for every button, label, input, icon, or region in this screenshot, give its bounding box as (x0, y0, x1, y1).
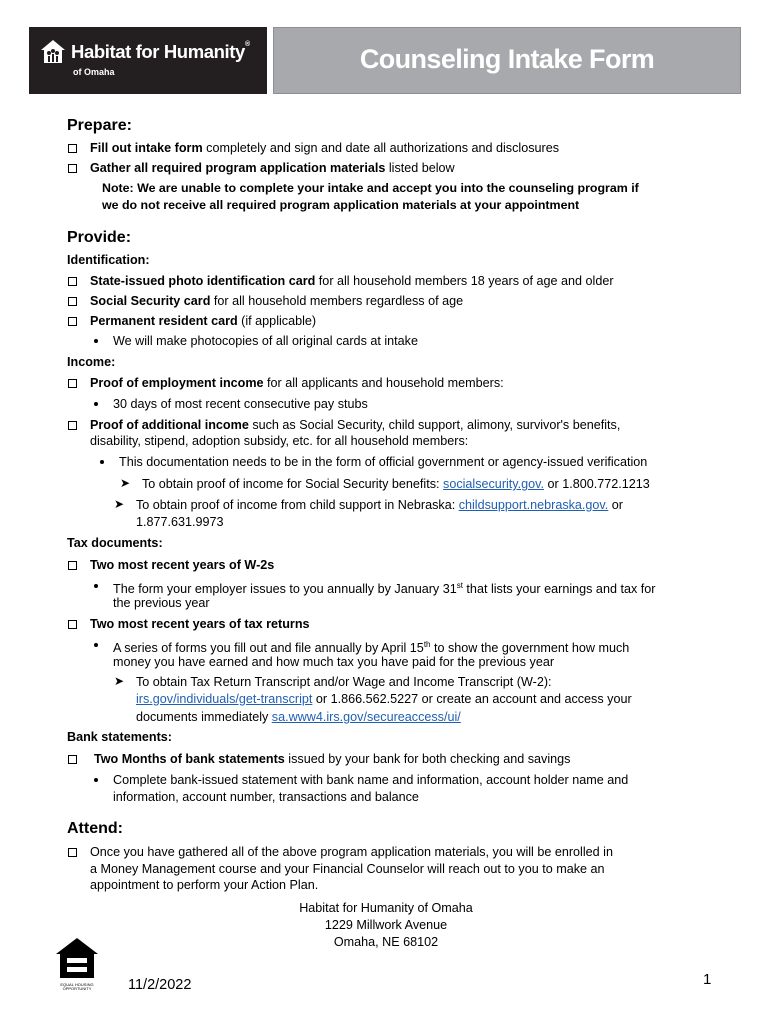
tax-item-2: Two most recent years of tax returns (90, 617, 310, 631)
checkbox-gather-materials[interactable] (68, 164, 77, 173)
income-bullet-2: This documentation needs to be in the form of official government or agency-issued verification (119, 455, 648, 469)
checkbox-ssn-card[interactable] (68, 297, 77, 306)
income-arrow-1: To obtain proof of income for Social Security benefits: socialsecurity.gov. or 1.800.772.1213 (142, 477, 650, 491)
logo (29, 27, 267, 94)
attend-line-2: a Money Management course and your Financial Counselor will reach out to you to make an (90, 862, 605, 876)
income-arrow-2-line-2: 1.877.631.9973 (136, 515, 224, 529)
bullet (94, 778, 98, 782)
checkbox-bank-statements[interactable] (68, 755, 77, 764)
irs-transcript-link[interactable]: irs.gov/individuals/get-transcript (136, 692, 313, 706)
tax-label: Tax documents: (67, 536, 163, 550)
income-arrow-2: To obtain proof of income from child support in Nebraska: childsupport.nebraska.gov. or (136, 498, 623, 512)
irs-secureaccess-link[interactable]: sa.www4.irs.gov/secureaccess/ui/ (271, 710, 461, 724)
page-title: Counseling Intake Form (359, 44, 655, 74)
bank-item-1: Two Months of bank statements issued by your bank for both checking and savings (94, 752, 571, 766)
income-item-2: Proof of additional income such as Social Security, child support, alimony, survivor's benefits, (90, 418, 621, 432)
arrow-icon: ➤ (114, 497, 125, 511)
footer-date: 11/2/2022 (128, 977, 192, 993)
checkbox-tax-returns[interactable] (68, 620, 77, 629)
title-banner (273, 27, 741, 94)
prepare-heading: Prepare: (67, 117, 132, 134)
attend-line-1: Once you have gathered all of the above program application materials, you will be enrolled in (90, 845, 613, 859)
prepare-item-1: Fill out intake form completely and sign and date all authorizations and disclosures (90, 141, 559, 155)
tax-bullet-2-line-2: money you have earned and how much tax you have paid for the previous year (113, 655, 555, 669)
logo-subtitle: of Omaha (73, 67, 115, 77)
tax-arrow-1-line-2: irs.gov/individuals/get-transcript or 1.866.562.5227 or create an account and access your (136, 692, 632, 706)
childsupport-link[interactable]: childsupport.nebraska.gov. (458, 498, 609, 512)
habitat-house-icon (40, 39, 66, 65)
attend-line-3: appointment to perform your Action Plan. (90, 878, 319, 892)
attend-heading: Attend: (67, 820, 123, 837)
bullet (94, 402, 98, 406)
checkbox-additional-income[interactable] (68, 421, 77, 430)
prepare-item-2: Gather all required program application materials listed below (90, 161, 455, 175)
tax-arrow-1: To obtain Tax Return Transcript and/or Wage and Income Transcript (W-2): (136, 675, 552, 689)
identification-label: Identification: (67, 253, 150, 267)
arrow-icon: ➤ (120, 476, 131, 490)
bank-bullet-1-line-2: information, account number, transactions and balance (113, 790, 419, 804)
bank-bullet-1: Complete bank-issued statement with bank name and information, account holder name and (113, 773, 629, 787)
equal-housing-text: EQUAL HOUSING OPPORTUNITY (60, 982, 94, 991)
id-item-2: Social Security card for all household members regardless of age (90, 294, 464, 308)
footer-org: Habitat for Humanity of Omaha (299, 901, 473, 915)
id-item-3: Permanent resident card (if applicable) (90, 314, 317, 328)
note-line-2: we do not receive all required program application materials at your appointment (102, 198, 580, 212)
bullet (100, 460, 104, 464)
arrow-icon: ➤ (114, 674, 125, 688)
page-number: 1 (703, 971, 712, 988)
checkbox-w2[interactable] (68, 561, 77, 570)
provide-heading: Provide: (67, 229, 132, 246)
bullet (94, 584, 98, 588)
income-bullet-1: 30 days of most recent consecutive pay stubs (113, 397, 368, 411)
id-bullet-1: We will make photocopies of all original cards at intake (113, 334, 418, 348)
income-item-1: Proof of employment income for all applicants and household members: (90, 376, 504, 390)
id-item-1: State-issued photo identification card for all household members 18 years of age and older (90, 274, 614, 288)
tax-bullet-1-line-2: the previous year (113, 596, 210, 610)
checkbox-resident-card[interactable] (68, 317, 77, 326)
equal-housing-icon (54, 936, 100, 980)
footer-street: 1229 Millwork Avenue (324, 918, 448, 932)
tax-item-1: Two most recent years of W-2s (90, 558, 275, 572)
footer-city: Omaha, NE 68102 (333, 935, 439, 949)
checkbox-attend[interactable] (68, 848, 77, 857)
bullet (94, 339, 98, 343)
tax-arrow-1-line-3: documents immediately sa.www4.irs.gov/secureaccess/ui/ (136, 710, 461, 724)
income-label: Income: (67, 355, 116, 369)
logo-text: Habitat for Humanity® (71, 41, 250, 62)
note-line-1: Note: We are unable to complete your intake and accept you into the counseling program if (102, 181, 639, 195)
bullet (94, 643, 98, 647)
checkbox-photo-id[interactable] (68, 277, 77, 286)
tax-bullet-1: The form your employer issues to you annually by January 31st that lists your earnings and tax for (113, 581, 656, 597)
checkbox-employment-income[interactable] (68, 379, 77, 388)
equal-housing-logo (54, 936, 100, 991)
bank-label: Bank statements: (67, 730, 172, 744)
socialsecurity-link[interactable]: socialsecurity.gov. (443, 477, 545, 491)
income-item-2-line-2: disability, stipend, adoption subsidy, etc. for all household members: (90, 434, 469, 448)
checkbox-fill-form[interactable] (68, 144, 77, 153)
tax-bullet-2: A series of forms you fill out and file annually by April 15th to show the government how much (113, 640, 630, 656)
